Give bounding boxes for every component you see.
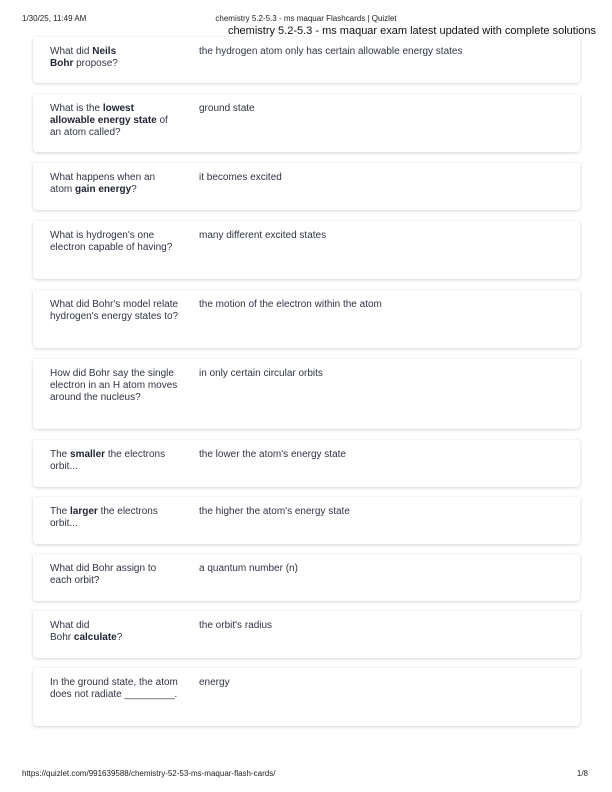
term-emphasis: gain energy	[75, 184, 132, 195]
flashcard-definition: energy	[199, 677, 230, 688]
term-emphasis: Bohr	[50, 58, 74, 69]
flashcard-term: What did Bohr assign to each orbit?	[50, 563, 157, 586]
flashcard-term: What did Bohr's model relate hydrogen's energy states to?	[50, 299, 179, 322]
flashcard[interactable]	[33, 37, 580, 83]
flashcard-definition: the hydrogen atom only has certain allowable energy states	[199, 46, 463, 57]
flashcard[interactable]	[33, 554, 580, 601]
flashcard-definition: ground state	[199, 103, 255, 114]
flashcard[interactable]	[33, 668, 580, 726]
document-title: chemistry 5.2-5.3 - ms maquar exam latest updated with complete solutions	[227, 25, 596, 37]
term-emphasis: lowest allowable energy state	[50, 103, 157, 126]
flashcard-definition: the lower the atom's energy state	[199, 449, 346, 460]
flashcard-definition: many different excited states	[199, 230, 327, 241]
flashcard-term: The smaller the electrons orbit...	[50, 449, 166, 472]
flashcard-definition: the orbit's radius	[199, 620, 273, 631]
flashcard-definition: it becomes excited	[199, 172, 282, 183]
flashcard[interactable]	[33, 94, 580, 152]
flashcard[interactable]	[33, 497, 580, 544]
flashcard-definition: the motion of the electron within the atom	[199, 299, 382, 310]
flashcard[interactable]	[33, 163, 580, 210]
term-emphasis: calculate	[73, 632, 117, 643]
term-emphasis: smaller	[70, 449, 106, 460]
flashcard-term: How did Bohr say the single electron in an H atom moves around the nucleus?	[50, 368, 178, 403]
flashcard-term: In the ground state, the atom does not radiate _________.	[50, 677, 178, 700]
flashcard-term: What did Neils Bohr propose?	[50, 46, 118, 69]
flashcard[interactable]	[33, 359, 580, 429]
flashcard-term: What is the lowest allowable energy state of an atom called?	[50, 103, 168, 138]
flashcard-definition: in only certain circular orbits	[199, 368, 323, 379]
print-header-page-title: chemistry 5.2-5.3 - ms maquar Flashcards | Quizlet	[215, 14, 397, 23]
print-header-datetime: 1/30/25, 11:49 AM	[22, 14, 87, 23]
flashcard-term: What did Bohr calculate?	[50, 620, 123, 643]
flashcard-definition: a quantum number (n)	[199, 563, 298, 574]
flashcard-term: The larger the electrons orbit...	[50, 506, 158, 529]
term-emphasis: Neils	[92, 46, 117, 57]
flashcard[interactable]	[33, 611, 580, 658]
flashcard-definition: the higher the atom's energy state	[199, 506, 350, 517]
flashcard-term: What happens when an atom gain energy?	[50, 172, 156, 195]
flashcard[interactable]	[33, 440, 580, 487]
flashcard[interactable]	[33, 290, 580, 348]
flashcard-term: What is hydrogen's one electron capable of having?	[50, 230, 173, 253]
print-footer-url: https://quizlet.com/991639588/chemistry-52-53-ms-maquar-flash-cards/	[22, 769, 276, 778]
term-emphasis: larger	[70, 506, 98, 517]
flashcard[interactable]	[33, 221, 580, 279]
print-footer-page-number: 1/8	[576, 769, 588, 778]
